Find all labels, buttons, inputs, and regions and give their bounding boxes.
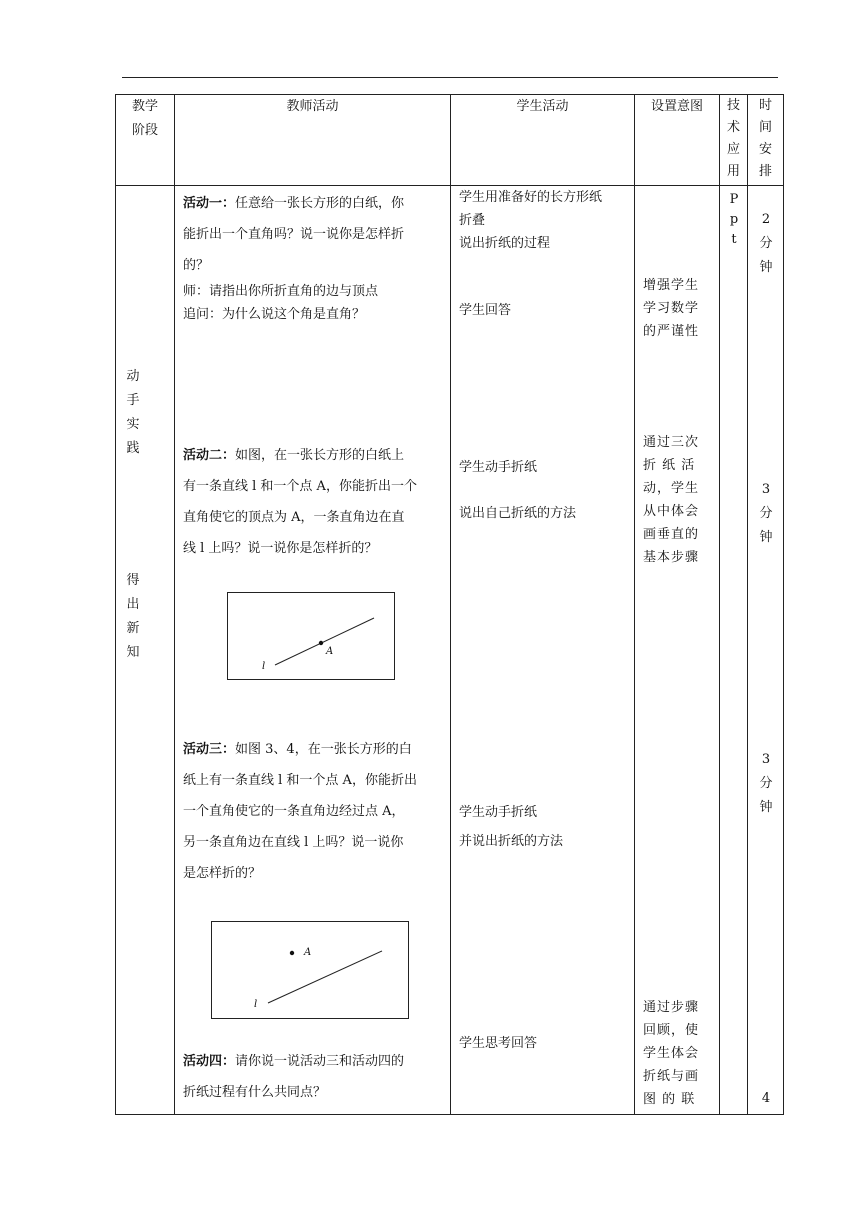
stage-cell [116,186,175,1115]
header-tech-char: 应 [726,142,740,157]
activity-3-text: 是怎样折的？ [183,866,262,881]
student-activity-1 [459,186,631,255]
time-char: 钟 [759,800,773,815]
time-3 [754,748,778,820]
purpose-text: 从中体会 [643,504,700,519]
header-time-char: 间 [758,120,772,135]
point-a-label: A [326,646,334,657]
activity-2-text: 如图，在一张长方形的白纸上 [235,448,405,463]
header-time-char: 排 [758,164,772,179]
activity-3-label: 活动三： [183,742,236,757]
header-stage-line: 阶段 [131,123,158,138]
stage-char: 出 [126,597,140,612]
student-answer: 学生回答 [459,303,512,318]
activity-1-questions [183,280,445,326]
student-method: 并说出折纸的方法 [459,834,564,849]
student-fold: 学生动手折纸 [459,460,538,475]
purpose-text: 动，学生 [643,481,700,496]
purpose-text: 画垂直的 [643,527,700,542]
student-text: 学生用准备好的长方形纸 [459,190,603,205]
activity-1-question: 师：请指出你所折直角的边与顶点 [183,284,379,299]
line-l [275,618,374,665]
header-teacher: 教师活动 [175,95,451,186]
time-4: 4 [761,1091,771,1106]
student-fold: 学生动手折纸 [459,805,538,820]
point-a [290,951,294,955]
purpose-cell [635,186,720,1115]
activity-3-text: 如图 3、4，在一张长方形的白 [235,742,412,757]
header-tech-char: 术 [726,120,740,135]
header-stage [116,95,175,186]
stage-char: 动 [126,369,140,384]
figure-2 [211,921,409,1019]
tech-char: p [729,212,739,227]
purpose-text: 学习数学 [643,301,700,316]
time-char: 钟 [759,530,773,545]
activity-1 [183,188,445,281]
header-time-char: 时 [758,98,772,113]
point-a-label: A [304,947,312,958]
stage-char: 实 [126,417,140,432]
activity-1-text: 的？ [183,258,210,273]
purpose-3 [643,996,717,1111]
purpose-1 [643,274,717,343]
purpose-text: 的严谨性 [643,324,700,339]
header-tech [720,95,748,186]
point-a [319,641,323,645]
stage-char: 新 [126,621,140,636]
activity-4 [183,1046,445,1108]
student-text: 说出折纸的过程 [459,236,551,251]
activity-2 [183,440,445,564]
header-time [748,95,784,186]
stage-char: 手 [126,393,140,408]
line-l-label: l [254,999,258,1010]
student-cell [451,186,635,1115]
figure-2-drawing [212,922,408,1018]
activity-2-text: 直角使它的顶点为 A，一条直角边在直 [183,510,405,525]
time-cell [748,186,784,1115]
activity-2-text: 线 l 上吗？说一说你是怎样折的？ [183,541,378,556]
student-answer: 学生思考回答 [459,1036,538,1051]
activity-3-text: 纸上有一条直线 l 和一个点 A，你能折出 [183,773,417,788]
purpose-text: 通过步骤 [643,1000,700,1015]
student-text: 折叠 [459,213,486,228]
time-char: 分 [759,236,773,251]
table-body-row [116,186,784,1115]
stage-part2 [123,569,143,665]
activity-4-text: 请你说一说活动三和活动四的 [235,1054,405,1069]
figure-1-drawing [228,593,394,679]
tech-char: t [731,232,737,247]
purpose-text: 折纸与画 [643,1069,700,1084]
activity-1-text: 能折出一个直角吗？说一说你是怎样折 [183,227,405,242]
lesson-plan-table [115,94,784,1115]
purpose-text: 基本步骤 [643,550,700,565]
time-char: 钟 [759,260,773,275]
tech-ppt [724,190,744,250]
header-time-char: 安 [758,142,772,157]
purpose-text: 图 的 联 [643,1092,696,1107]
time-1 [754,208,778,280]
student-method: 说出自己折纸的方法 [459,506,577,521]
time-char: 分 [759,506,773,521]
header-rule [122,77,778,78]
stage-char: 践 [126,441,140,456]
header-student: 学生活动 [451,95,635,186]
activity-4-text: 折纸过程有什么共同点？ [183,1085,327,1100]
line-l [268,951,382,1003]
time-2 [754,478,778,550]
activity-1-label: 活动一： [183,196,236,211]
time-char: 3 [761,752,771,767]
teacher-cell [175,186,451,1115]
figure-1 [227,592,395,680]
time-char: 分 [759,776,773,791]
purpose-text: 通过三次 [643,435,700,450]
stage-char: 得 [126,573,140,588]
stage-part1 [123,365,143,461]
activity-3 [183,734,445,889]
header-tech-char: 技 [726,98,740,113]
header-stage-line: 教学 [131,99,158,114]
tech-char: P [729,192,739,207]
purpose-2 [643,431,717,569]
purpose-text: 增强学生 [643,278,700,293]
activity-1-text: 任意给一张长方形的白纸，你 [235,196,405,211]
tech-cell [720,186,748,1115]
line-l-label: l [262,661,266,672]
stage-char: 知 [126,645,140,660]
purpose-text: 学生体会 [643,1046,700,1061]
activity-3-text: 另一条直角边在直线 l 上吗？说一说你 [183,835,404,850]
purpose-text: 折 纸 活 [643,458,696,473]
activity-2-text: 有一条直线 l 和一个点 A，你能折出一个 [183,479,417,494]
activity-3-text: 一个直角使它的一条直角边经过点 A， [183,804,405,819]
time-char: 3 [761,482,771,497]
purpose-text: 回顾，使 [643,1023,700,1038]
header-purpose: 设置意图 [635,95,720,186]
activity-2-label: 活动二： [183,448,236,463]
activity-1-question: 追问：为什么说这个角是直角？ [183,307,366,322]
header-tech-char: 用 [726,164,740,179]
table-header-row [116,95,784,186]
activity-4-label: 活动四： [183,1054,236,1069]
time-char: 2 [761,212,771,227]
